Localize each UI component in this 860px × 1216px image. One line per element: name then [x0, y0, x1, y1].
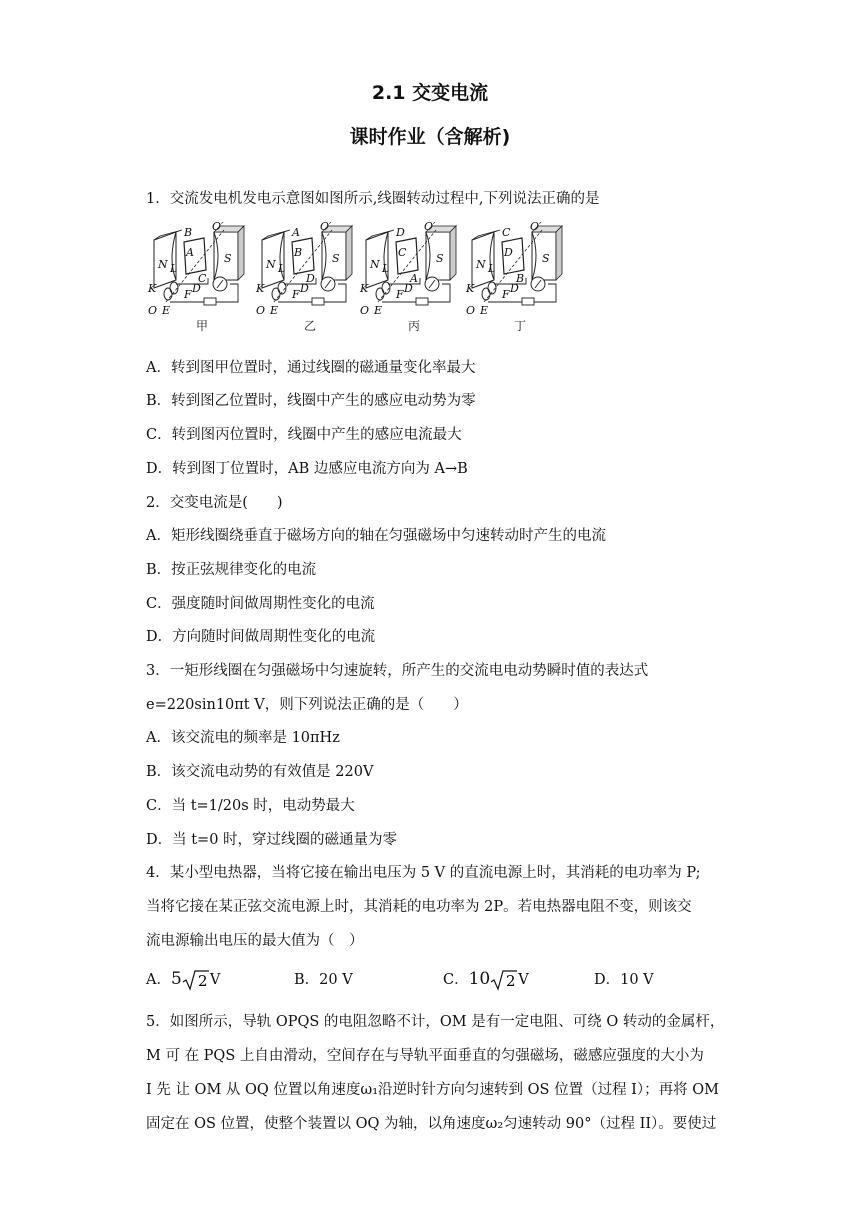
coil-label: D [404, 282, 413, 295]
generator-panel [359, 222, 456, 333]
q4-stem-line3: 流电源输出电压的最大值为（ ） [146, 933, 364, 949]
q1-stem: 1．交流发电机发电示意图如图所示,线圈转动过程中,下列说法正确的是 [146, 191, 600, 207]
axis-label: O′ [530, 222, 542, 233]
coil-label: D [300, 282, 309, 295]
brush-label: F [396, 288, 404, 301]
magnet-s-label: S [224, 252, 232, 265]
coil-label: B [294, 246, 303, 259]
sqrt-symbol [182, 969, 210, 991]
magnet-s-label: S [332, 252, 340, 265]
q4-stem-line1: 4．某小型电热器，当将它接在输出电压为 5 V 的直流电源上时，其消耗的电功率为 P; [146, 865, 701, 881]
magnet-s-label: S [436, 252, 444, 265]
q4-option-a-radicand: 2 [197, 972, 208, 990]
brush-label: K [466, 282, 475, 295]
q5-line4: 固定在 OS 位置，使整个装置以 OQ 为轴，以角速度ω₂匀速转动 90°（过程 II）。要使过 [146, 1116, 717, 1132]
q3-stem-line2: e=220sin10πt V，则下列说法正确的是（ ） [146, 697, 468, 713]
generator-panel [465, 222, 562, 333]
q2-stem: 2．交变电流是( ) [146, 495, 283, 511]
panel-caption: 丙 [408, 319, 421, 333]
brush-label: K [360, 282, 369, 295]
coil-label: B [184, 226, 193, 239]
q5-line1: 5．如图所示，导轨 OPQS 的电阻忽略不计，OM 是有一定电阻、可绕 O 转动的金属杆， [146, 1014, 725, 1030]
axis-label: O′ [320, 222, 332, 233]
q4-option-c: C．10 2 V [443, 969, 529, 990]
brush-label: F [184, 288, 192, 301]
slipring-label: L [278, 262, 286, 275]
q4-option-c-coef: 10 [468, 969, 491, 989]
q3-option-b: B．该交流电动势的有效值是 220V [146, 764, 374, 780]
coil-label: C [502, 226, 511, 239]
generator-figure [146, 222, 586, 334]
axis-origin-label: O [256, 304, 266, 317]
brush-label: E [270, 304, 279, 317]
brush-label: F [292, 288, 300, 301]
axis-origin-label: O [466, 304, 476, 317]
coil-label: D [510, 282, 519, 295]
coil-label: A [410, 272, 418, 285]
magnet-n-label: N [476, 258, 486, 271]
axis-origin-label: O [360, 304, 370, 317]
q2-option-b: B．按正弦规律变化的电流 [146, 562, 317, 578]
magnet-n-label: N [370, 258, 380, 271]
q3-option-a: A．该交流电的频率是 10πHz [146, 730, 340, 746]
coil-label: A [186, 246, 194, 259]
coil-label: D [504, 246, 513, 259]
brush-label: E [162, 304, 171, 317]
magnet-s-label: S [542, 252, 550, 265]
brush-label: E [480, 304, 489, 317]
brush-label: F [502, 288, 510, 301]
brush-label: E [374, 304, 383, 317]
q5-line3: I 先 让 OM 从 OQ 位置以角速度ω₁沿逆时针方向匀速转到 OS 位置（过程 I）；再将 OM [146, 1082, 719, 1098]
q2-option-c: C．强度随时间做周期性变化的电流 [146, 596, 375, 612]
coil-label: D [306, 272, 315, 285]
q5-line2: M 可 在 PQS 上自由滑动，空间存在与导轨平面垂直的匀强磁场，磁感应强度的大小为 [146, 1048, 704, 1064]
panel-caption: 丁 [514, 319, 527, 333]
document-title: 2.1 交变电流 [371, 82, 489, 104]
generator-panel [255, 222, 352, 333]
q3-option-c: C．当 t=1/20s 时，电动势最大 [146, 798, 355, 814]
axis-label: O′ [212, 222, 224, 233]
q3-option-d: D．当 t=0 时，穿过线圈的磁通量为零 [146, 832, 398, 848]
slipring-label: L [382, 262, 390, 275]
slipring-label: L [488, 262, 496, 275]
slipring-label: L [170, 262, 178, 275]
q3-stem-line1: 3．一矩形线圈在匀强磁场中匀速旋转，所产生的交流电电动势瞬时值的表达式 [146, 663, 649, 679]
q4-option-a-coef: 5 [170, 969, 182, 989]
magnet-n-label: N [158, 258, 168, 271]
axis-origin-label: O [148, 304, 158, 317]
coil-label: B [516, 272, 525, 285]
coil-label: D [192, 282, 201, 295]
q4-option-c-radicand: 2 [506, 972, 516, 990]
q4-stem-line2: 当将它接在某正弦交流电源上时，其消耗的电功率为 2P。若电热器电阻不变，则该交 [146, 899, 692, 915]
panel-caption: 甲 [196, 319, 209, 333]
q1-option-c: C．转到图丙位置时，线圈中产生的感应电流最大 [146, 427, 462, 443]
coil-label: D [396, 226, 405, 239]
coil-label: C [398, 246, 407, 259]
q1-option-d: D．转到图丁位置时，AB 边感应电流方向为 A→B [146, 461, 468, 477]
generator-panel [147, 222, 244, 333]
q4-option-a: A．5 2 V [146, 969, 221, 990]
coil-label: C [198, 272, 207, 285]
q4-option-d: D．10 V [594, 972, 654, 988]
q2-option-a: A．矩形线圈绕垂直于磁场方向的轴在匀强磁场中匀速转动时产生的电流 [146, 528, 606, 544]
q1-option-b: B．转到图乙位置时，线圈中产生的感应电动势为零 [146, 393, 476, 409]
sqrt-symbol [490, 969, 518, 991]
brush-label: K [256, 282, 265, 295]
q1-option-a: A．转到图甲位置时，通过线圈的磁通量变化率最大 [146, 360, 476, 376]
coil-label: A [292, 226, 300, 239]
q2-option-d: D．方向随时间做周期性变化的电流 [146, 629, 376, 645]
brush-label: K [148, 282, 157, 295]
magnet-n-label: N [266, 258, 276, 271]
axis-label: O′ [424, 222, 436, 233]
panel-caption: 乙 [304, 319, 317, 333]
document-subtitle: 课时作业（含解析) [349, 126, 511, 148]
q4-option-b: B．20 V [294, 972, 353, 988]
